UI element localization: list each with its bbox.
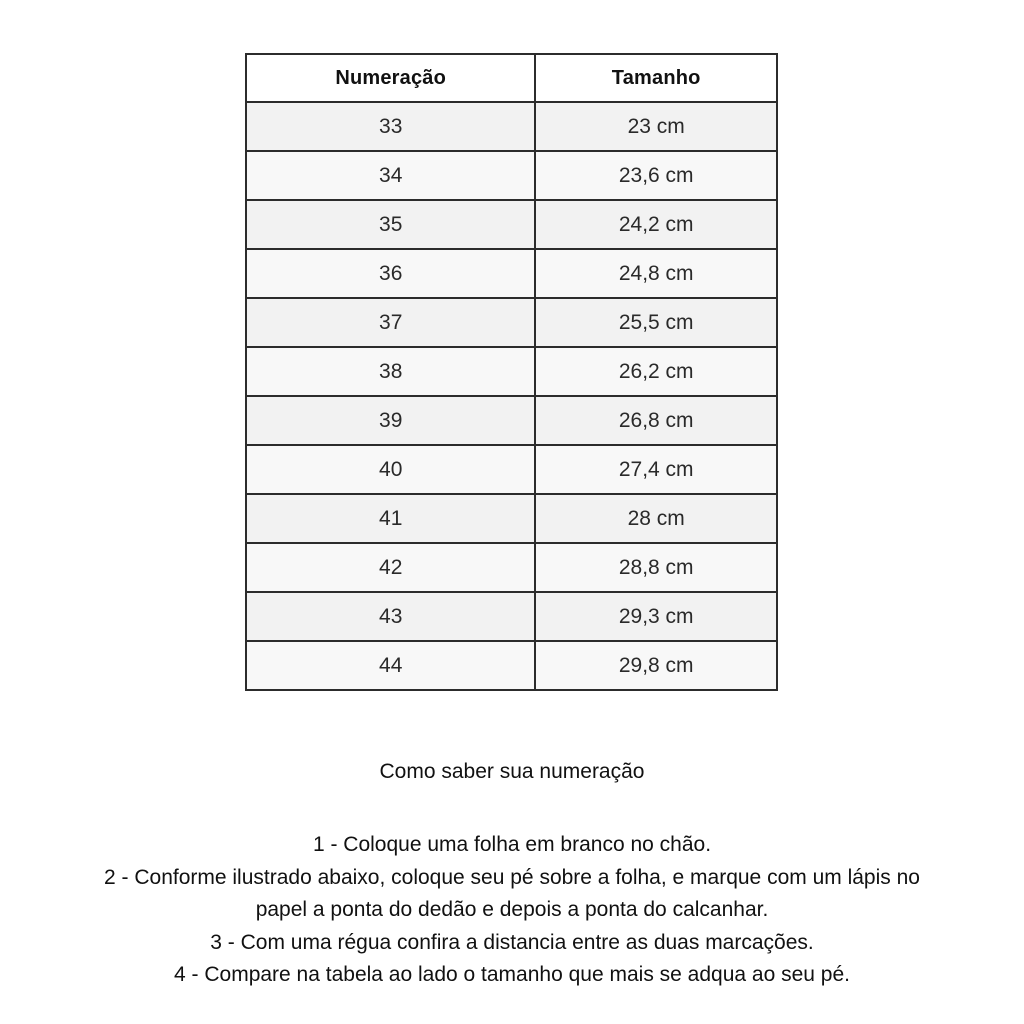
cell-tamanho: 28 cm — [535, 494, 777, 543]
cell-tamanho: 24,8 cm — [535, 249, 777, 298]
cell-tamanho: 29,8 cm — [535, 641, 777, 690]
table-row — [246, 200, 777, 249]
cell-numeracao: 34 — [246, 151, 535, 200]
howto-title: Como saber sua numeração — [379, 760, 645, 783]
cell-numeracao: 36 — [246, 249, 535, 298]
cell-tamanho: 25,5 cm — [535, 298, 777, 347]
table-row — [246, 494, 777, 543]
cell-numeracao: 39 — [246, 396, 535, 445]
cell-tamanho: 23 cm — [535, 102, 777, 151]
cell-tamanho: 28,8 cm — [535, 543, 777, 592]
cell-numeracao: 43 — [246, 592, 535, 641]
table-row — [246, 249, 777, 298]
cell-numeracao: 41 — [246, 494, 535, 543]
header-row — [246, 54, 777, 102]
cell-tamanho: 27,4 cm — [535, 445, 777, 494]
cell-numeracao: 40 — [246, 445, 535, 494]
instruction-step: 1 - Coloque uma folha em branco no chão. — [312, 833, 712, 856]
cell-numeracao: 38 — [246, 347, 535, 396]
instruction-step: 2 - Conforme ilustrado abaixo, coloque seu pé sobre a folha, e marque com um lápis no papel a ponta do dedão e depois a ponta do calcanhar. — [104, 865, 920, 921]
table-row — [246, 445, 777, 494]
table-row — [246, 543, 777, 592]
cell-numeracao: 44 — [246, 641, 535, 690]
cell-tamanho: 23,6 cm — [535, 151, 777, 200]
table-row — [246, 298, 777, 347]
size-table-header — [246, 54, 777, 102]
cell-tamanho: 26,2 cm — [535, 347, 777, 396]
table-row — [246, 396, 777, 445]
table-row — [246, 151, 777, 200]
table-row — [246, 347, 777, 396]
header-cell-numeracao: Numeração — [246, 54, 535, 102]
instruction-step: 3 - Com uma régua confira a distancia entre as duas marcações. — [210, 930, 814, 954]
header-cell-tamanho: Tamanho — [535, 54, 777, 102]
cell-tamanho: 29,3 cm — [535, 592, 777, 641]
size-table-body — [246, 102, 777, 690]
cell-numeracao: 33 — [246, 102, 535, 151]
cell-tamanho: 24,2 cm — [535, 200, 777, 249]
cell-tamanho: 26,8 cm — [535, 396, 777, 445]
cell-numeracao: 42 — [246, 543, 535, 592]
cell-numeracao: 37 — [246, 298, 535, 347]
table-row — [246, 592, 777, 641]
instruction-steps — [102, 829, 922, 992]
instruction-step: 4 - Compare na tabela ao lado o tamanho que mais se adqua ao seu pé. — [174, 963, 850, 986]
table-row — [246, 102, 777, 151]
cell-numeracao: 35 — [246, 200, 535, 249]
table-row — [246, 641, 777, 690]
shoe-size-table — [245, 53, 778, 691]
